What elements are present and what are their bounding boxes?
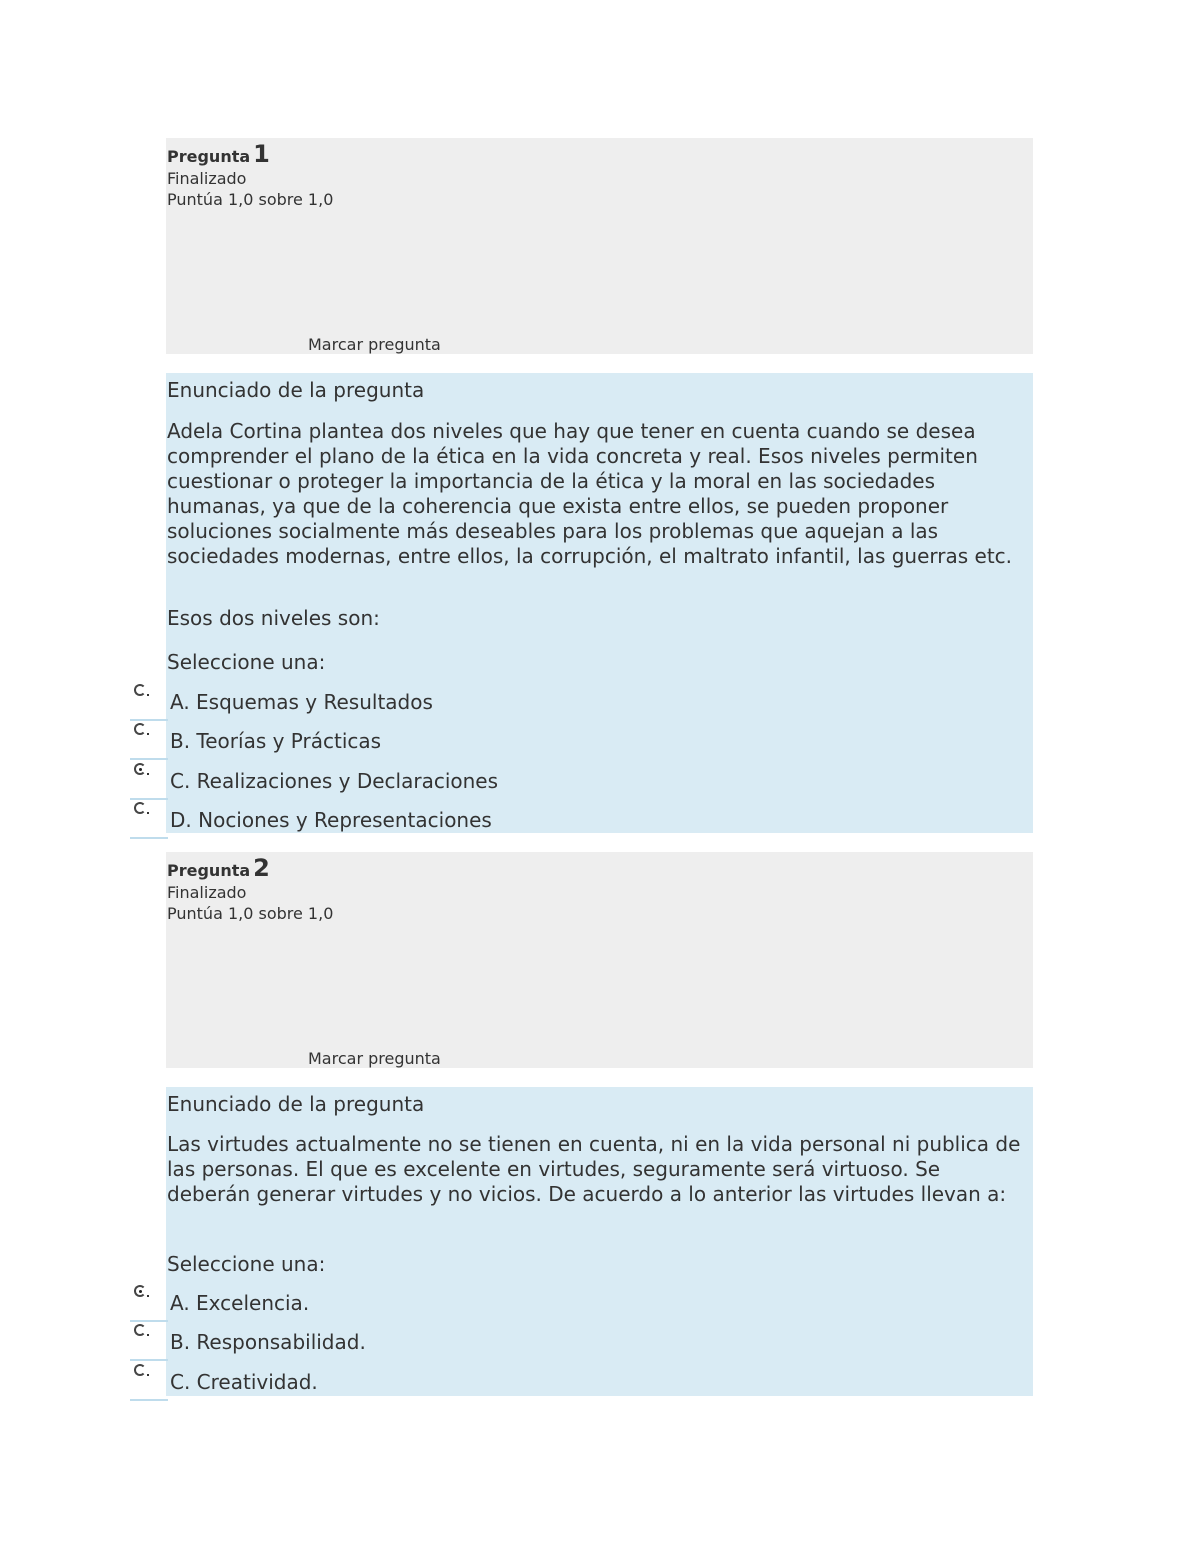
answer-option[interactable]	[130, 721, 1033, 760]
radio-button[interactable]	[134, 1324, 146, 1336]
question-heading: Enunciado de la pregunta	[167, 1092, 425, 1116]
select-prompt: Seleccione una:	[167, 650, 326, 674]
radio-button[interactable]	[134, 802, 146, 814]
answer-option[interactable]	[130, 1362, 1033, 1401]
question-1-title	[167, 140, 270, 168]
question-state: Finalizado	[167, 883, 247, 902]
answer-option[interactable]	[130, 800, 1033, 839]
question-2-info	[166, 852, 1033, 1068]
flag-question-link[interactable]: Marcar pregunta	[308, 335, 441, 354]
answer-option-selected[interactable]	[130, 761, 1033, 800]
question-number: 1	[253, 140, 270, 168]
radio-button[interactable]	[134, 1364, 146, 1376]
radio-button-checked[interactable]	[134, 763, 146, 775]
radio-button-checked[interactable]	[134, 1285, 146, 1297]
question-2-title	[167, 854, 270, 882]
answer-label[interactable]: C. Realizaciones y Declaraciones	[170, 769, 499, 793]
radio-button[interactable]	[134, 723, 146, 735]
question-heading: Enunciado de la pregunta	[167, 378, 425, 402]
question-1-info	[166, 138, 1033, 354]
question-state: Finalizado	[167, 169, 247, 188]
answer-label[interactable]: A. Esquemas y Resultados	[170, 690, 433, 714]
answer-label[interactable]: D. Nociones y Representaciones	[170, 808, 492, 832]
flag-question-link[interactable]: Marcar pregunta	[308, 1049, 441, 1068]
answer-label[interactable]: C. Creatividad.	[170, 1370, 318, 1394]
question-text: Adela Cortina plantea dos niveles que hay que tener en cuenta cuando se desea comprender el plano de la ética en la vida concreta y real. Esos niveles permiten cuestionar o proteger la importancia de la ética y la moral en las sociedades humanas, ya que de la coherencia que exista entre ellos, se pueden proponer soluciones socialmente más deseables para los problemas que aquejan a las sociedades modernas, entre ellos, la corrupción, el maltrato infantil, las guerras etc.	[167, 419, 1013, 568]
answer-option[interactable]	[130, 1322, 1033, 1361]
question-number: 2	[253, 854, 270, 882]
question-label: Pregunta	[167, 147, 251, 166]
answer-label[interactable]: B. Responsabilidad.	[170, 1330, 366, 1354]
select-prompt: Seleccione una:	[167, 1252, 326, 1276]
question-grade: Puntúa 1,0 sobre 1,0	[167, 904, 334, 923]
radio-button[interactable]	[134, 684, 146, 696]
question-grade: Puntúa 1,0 sobre 1,0	[167, 190, 334, 209]
answer-label[interactable]: A. Excelencia.	[170, 1291, 310, 1315]
answer-option-selected[interactable]	[130, 1283, 1033, 1322]
answer-label[interactable]: B. Teorías y Prácticas	[170, 729, 382, 753]
question-subtext: Esos dos niveles son:	[167, 606, 380, 630]
answer-option[interactable]	[130, 682, 1033, 721]
question-text: Las virtudes actualmente no se tienen en cuenta, ni en la vida personal ni publica de las personas. El que es excelente en virtudes, seguramente será virtuoso. Se deberán generar virtudes y no vicios. De acuerdo a lo anterior las virtudes llevan a:	[167, 1132, 1021, 1206]
question-label: Pregunta	[167, 861, 251, 880]
